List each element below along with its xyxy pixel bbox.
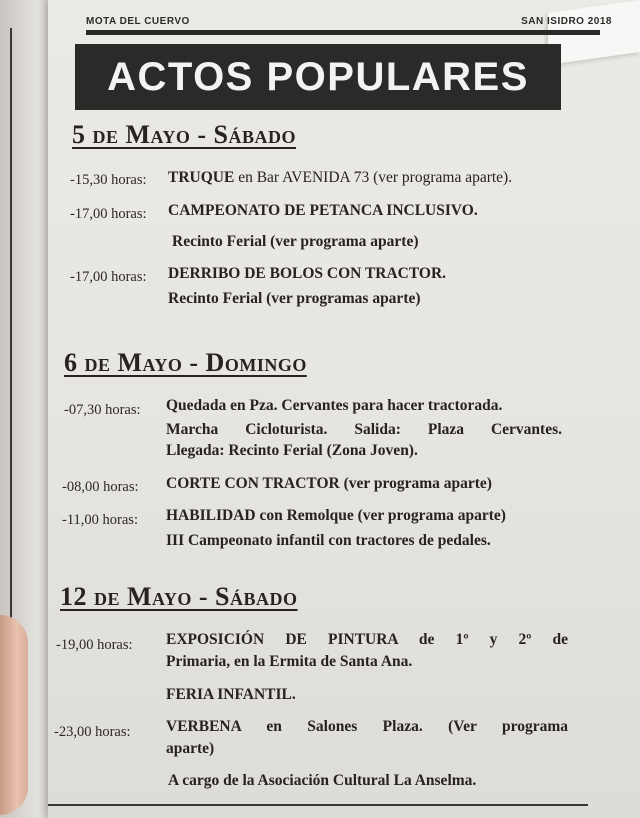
- header-festival: SAN ISIDRO 2018: [521, 16, 612, 27]
- event-detail: (ver programa aparte): [339, 475, 492, 492]
- event-detail: en Salones Plaza. (Ver programa: [240, 718, 568, 735]
- thumb-holding-page: [0, 615, 28, 815]
- event-detail: Recinto Ferial (ver programa aparte): [172, 233, 419, 250]
- event-detail: Llegada: Recinto Ferial (Zona Joven).: [166, 442, 418, 459]
- event-detail: Primaria, en la Ermita de Santa Ana.: [166, 653, 413, 670]
- header-rule: [86, 30, 600, 35]
- footer-rule: [48, 804, 588, 806]
- event-title: VERBENA: [166, 718, 241, 735]
- event-title: CORTE CON TRACTOR: [166, 475, 340, 492]
- day-title: 12 de Mayo - Sábado: [60, 582, 298, 611]
- program-page: [48, 0, 640, 818]
- facing-page-rule: [0, 28, 12, 688]
- event-title: EXPOSICIÓN DE PINTURA: [166, 631, 398, 648]
- event-title: CAMPEONATO DE PETANCA INCLUSIVO.: [168, 202, 478, 219]
- event-line: [166, 631, 568, 649]
- event-time: -15,30 horas:: [70, 172, 147, 188]
- event-title: DERRIBO DE BOLOS CON TRACTOR.: [168, 265, 447, 282]
- event-line: [168, 169, 512, 187]
- event-time: -23,00 horas:: [54, 724, 131, 740]
- event-time: -07,30 horas:: [64, 402, 141, 418]
- event-time: -19,00 horas:: [56, 637, 133, 653]
- event-detail: aparte): [166, 740, 215, 757]
- event-time: -08,00 horas:: [62, 479, 139, 495]
- event-detail: A cargo de la Asociación Cultural La Anselma.: [168, 772, 477, 789]
- event-title: FERIA INFANTIL.: [166, 686, 296, 703]
- event-line: [166, 507, 506, 525]
- page-title-banner: ACTOS POPULARES: [75, 44, 561, 110]
- event-time: -17,00 horas:: [70, 269, 147, 285]
- event-time: -17,00 horas:: [70, 206, 147, 222]
- event-detail: en Bar AVENIDA 73 (ver programa aparte).: [234, 169, 513, 186]
- event-detail: III Campeonato infantil con tractores de pedales.: [166, 532, 491, 549]
- event-detail: de 1º y 2º de: [397, 631, 569, 648]
- event-title: HABILIDAD: [166, 507, 256, 524]
- header-town: MOTA DEL CUERVO: [86, 16, 190, 27]
- event-line: [166, 718, 568, 736]
- event-detail: con Remolque (ver programa aparte): [255, 507, 506, 524]
- day-title: 6 de Mayo - Domingo: [64, 348, 307, 377]
- event-time: -11,00 horas:: [62, 512, 138, 528]
- event-detail: Quedada en Pza. Cervantes para hacer tractorada.: [166, 397, 503, 414]
- event-detail: Recinto Ferial (ver programas aparte): [168, 290, 421, 307]
- event-title: TRUQUE: [168, 169, 235, 186]
- day-title: 5 de Mayo - Sábado: [72, 120, 297, 149]
- event-detail: Marcha Cicloturista. Salida: Plaza Cervantes.: [166, 421, 562, 438]
- event-line: [166, 475, 492, 493]
- running-header: [86, 16, 612, 27]
